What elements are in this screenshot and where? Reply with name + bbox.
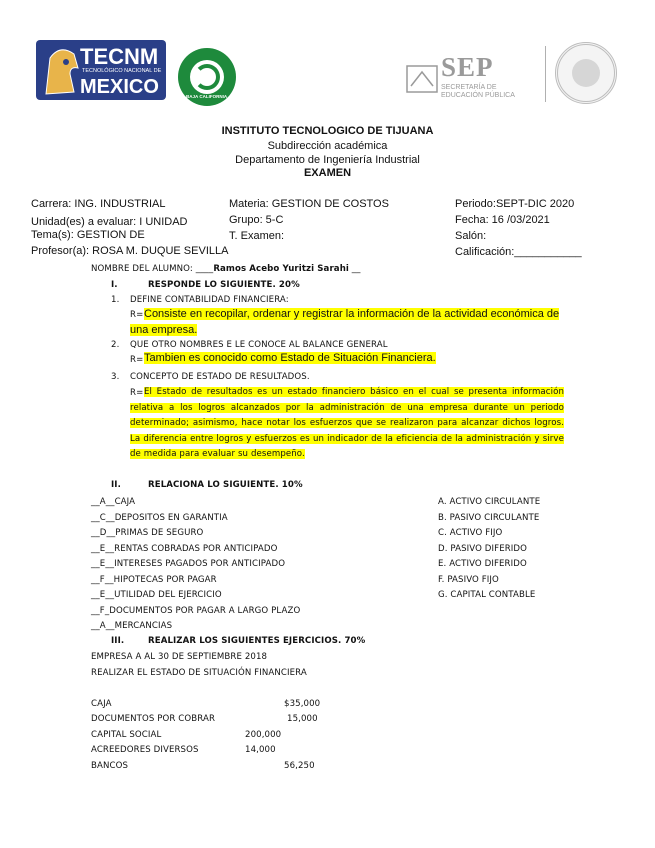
account-value: 200,000 (245, 730, 282, 740)
tema: Tema(s): GESTION DE (31, 229, 145, 241)
account-label: CAJA (91, 699, 112, 709)
mexico-seal (555, 42, 617, 104)
match-item: __F__HIPOTECAS POR PAGAR (91, 575, 217, 585)
itt-logo (178, 48, 236, 106)
q3-text: CONCEPTO DE ESTADO DE RESULTADOS. (130, 372, 310, 382)
match-option: B. PASIVO CIRCULANTE (438, 513, 540, 523)
itt-caption: BAJA CALIFORNIA (186, 94, 228, 99)
section2-numeral: II. (111, 480, 121, 490)
sep-wordmark: SEP (441, 52, 494, 82)
tipo-examen: T. Examen: (229, 230, 285, 242)
carrera: Carrera: ING. INDUSTRIAL (31, 198, 166, 210)
exercise-line-1: EMPRESA A AL 30 DE SEPTIEMBRE 2018 (91, 652, 268, 662)
eagle-head-icon (40, 44, 80, 98)
institute-title: INSTITUTO TECNOLOGICO DE TIJUANA (221, 125, 434, 137)
student-line (91, 264, 361, 274)
departamento: Departamento de Ingeniería Industrial (235, 154, 420, 166)
account-label: CAPITAL SOCIAL (91, 730, 162, 740)
logo-divider (545, 46, 546, 102)
fecha: Fecha: 16 /03/2021 (455, 214, 550, 226)
student-label: NOMBRE DEL ALUMNO: ____ (91, 264, 214, 274)
q2-text: QUE OTRO NOMBRES E LE CONOCE AL BALANCE GENERAL (130, 340, 388, 350)
sep-subtitle-1: SECRETARÍA DE (441, 84, 497, 91)
match-item: __E__INTERESES PAGADOS POR ANTICIPADO (91, 559, 286, 569)
match-option: F. PASIVO FIJO (438, 575, 499, 585)
student-trail: __ (348, 264, 361, 274)
sep-subtitle-2: EDUCACIÓN PÚBLICA (441, 92, 515, 99)
answer-2 (144, 352, 436, 364)
account-value: 14,000 (245, 745, 276, 755)
a1-prefix: R= (130, 310, 144, 320)
section1-title: RESPONDE LO SIGUIENTE. 20% (148, 280, 300, 290)
account-label: DOCUMENTOS POR COBRAR (91, 714, 216, 724)
a2-prefix: R= (130, 355, 144, 365)
account-value: 15,000 (287, 714, 318, 724)
sep-logo (405, 50, 540, 102)
account-value: 56,250 (284, 761, 315, 771)
student-name: Ramos Acebo Yuritzi Sarahi (213, 264, 349, 274)
calificacion: Calificación:___________ (455, 246, 582, 258)
tecnm-wordmark: TECNM (80, 44, 159, 69)
answer-2-text: Tambien es conocido como Estado de Situación Financiera. (144, 352, 436, 364)
section3-numeral: III. (111, 636, 125, 646)
tecnm-logo (36, 36, 170, 104)
match-item: __E__UTILIDAD DEL EJERCICIO (91, 590, 222, 600)
match-item: __F_DOCUMENTOS POR PAGAR A LARGO PLAZO (91, 606, 301, 616)
account-label: ACREEDORES DIVERSOS (91, 745, 199, 755)
answer-1-text: Consiste en recopilar, ordenar y registrar la información de la actividad económica de una empresa. (130, 308, 560, 336)
match-option: E. ACTIVO DIFERIDO (438, 559, 527, 569)
periodo: Periodo:SEPT-DIC 2020 (455, 198, 575, 210)
match-item: __A__MERCANCIAS (91, 621, 173, 631)
q1-text: DEFINE CONTABILIDAD FINANCIERA: (130, 295, 289, 305)
match-item: __D__PRIMAS DE SEGURO (91, 528, 204, 538)
sep-emblem-icon (405, 64, 439, 94)
q3-number: 3. (111, 372, 120, 382)
section1-numeral: I. (111, 280, 118, 290)
section2-title: RELACIONA LO SIGUIENTE. 10% (148, 480, 303, 490)
tecnm-country: MEXICO (80, 76, 159, 98)
q2-number: 2. (111, 340, 120, 350)
unidad: Unidad(es) a evaluar: I UNIDAD (31, 216, 188, 228)
account-value: $35,000 (284, 699, 321, 709)
match-option: A. ACTIVO CIRCULANTE (438, 497, 541, 507)
a3-prefix: R= (130, 388, 144, 398)
account-label: BANCOS (91, 761, 129, 771)
subdireccion: Subdirección académica (267, 140, 388, 152)
answer-1 (130, 306, 570, 338)
materia: Materia: GESTION DE COSTOS (229, 198, 389, 210)
grupo: Grupo: 5-C (229, 214, 284, 226)
tecnm-subtitle: TECNOLÓGICO NACIONAL DE (82, 68, 162, 74)
match-option: C. ACTIVO FIJO (438, 528, 503, 538)
salon: Salón: (455, 230, 487, 242)
q1-number: 1. (111, 295, 120, 305)
doc-type: EXAMEN (303, 167, 352, 179)
match-item: __E__RENTAS COBRADAS POR ANTICIPADO (91, 544, 278, 554)
match-option: D. PASIVO DIFERIDO (438, 544, 528, 554)
profesor: Profesor(a): ROSA M. DUQUE SEVILLA (31, 245, 229, 257)
match-option: G. CAPITAL CONTABLE (438, 590, 536, 600)
answer-3 (130, 385, 564, 463)
exercise-line-2: REALIZAR EL ESTADO DE SITUACIÓN FINANCIERA (91, 668, 307, 678)
answer-3-text: El Estado de resultados es un estado financiero básico en el cual se presenta información relativa a los logros alcanzados por la administración de una empresa durante un periodo determinado; asimismo, hace notar los esfuerzos que se realizaron para alcanzar dichos logros. La diferencia entre logros y esfuerzos es un indicador de la eficiencia de la administración y sirve de medida para evaluar su desempeño. (130, 387, 564, 460)
section3-title: REALIZAR LOS SIGUIENTES EJERCICIOS. 70% (148, 636, 366, 646)
match-item: __A__CAJA (91, 497, 136, 507)
match-item: __C__DEPOSITOS EN GARANTIA (91, 513, 228, 523)
